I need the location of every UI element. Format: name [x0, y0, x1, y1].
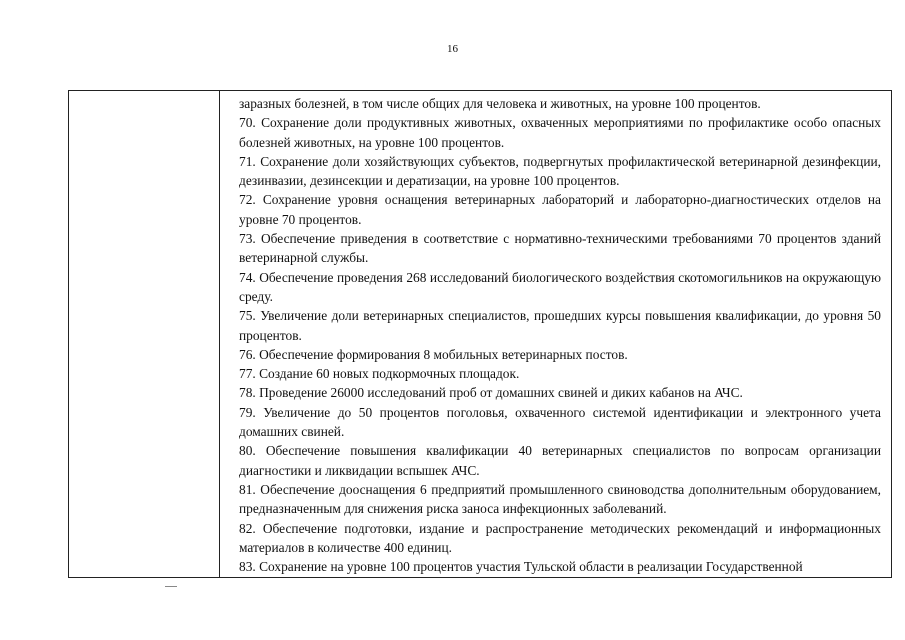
results-table [68, 90, 892, 578]
page-number: 16 [447, 43, 458, 55]
list-item-continuation: заразных болезней, в том числе общих для человека и животных, на уровне 100 процентов. [239, 96, 761, 111]
list-item-71: 71. Сохранение доли хозяйствующих субъектов, подвергнутых профилактической ветеринарной дезинфекции, дезинвазии, дезинсекции и дератизации, на уровне 100 процентов. [239, 153, 881, 189]
list-item-82: 82. Обеспечение подготовки, издание и распространение методических рекомендаций и информационных материалов в количестве 400 единиц. [239, 520, 881, 555]
list-item-79: 79. Увеличение до 50 процентов поголовья, охваченного системой идентификации и электронного учета домашних свиней. [239, 404, 881, 440]
list-item-73: 73. Обеспечение приведения в соответствие с нормативно-техническими требованиями 70 процентов зданий ветеринарной службы. [239, 231, 881, 266]
table-right-column [239, 94, 881, 576]
list-item-70: 70. Сохранение доли продуктивных животных, охваченных мероприятиями по профилактике особо опасных болезней животных, на уровне 100 процентов. [239, 115, 881, 150]
list-item-76: 76. Обеспечение формирования 8 мобильных ветеринарных постов. [239, 346, 628, 362]
list-item-74: 74. Обеспечение проведения 268 исследований биологического воздействия скотомогильников на окружающую среду. [239, 269, 881, 304]
list-item-75: 75. Увеличение доли ветеринарных специалистов, прошедших курсы повышения квалификации, до уровня 50 процентов. [239, 308, 881, 343]
list-item-83: 83. Сохранение на уровне 100 процентов участия Тульской области в реализации Государственной [239, 559, 803, 575]
list-item-80: 80. Обеспечение повышения квалификации 40 ветеринарных специалистов по вопросам организации диагностики и ликвидации вспышек АЧС. [239, 443, 881, 478]
list-item-78: 78. Проведение 26000 исследований проб от домашних свиней и диких кабанов на АЧС. [239, 385, 743, 401]
list-item-77: 77. Создание 60 новых подкормочных площадок. [239, 366, 520, 382]
footer-mark [165, 586, 177, 587]
list-item-72: 72. Сохранение уровня оснащения ветеринарных лабораторий и лабораторно-диагностических отделов на уровне 70 процентов. [239, 192, 881, 227]
table-left-column [69, 91, 220, 577]
list-item-81: 81. Обеспечение дооснащения 6 предприятий промышленного свиноводства дополнительным оборудованием, предназначенным для снижения риска заноса инфекционных заболеваний. [239, 481, 881, 517]
